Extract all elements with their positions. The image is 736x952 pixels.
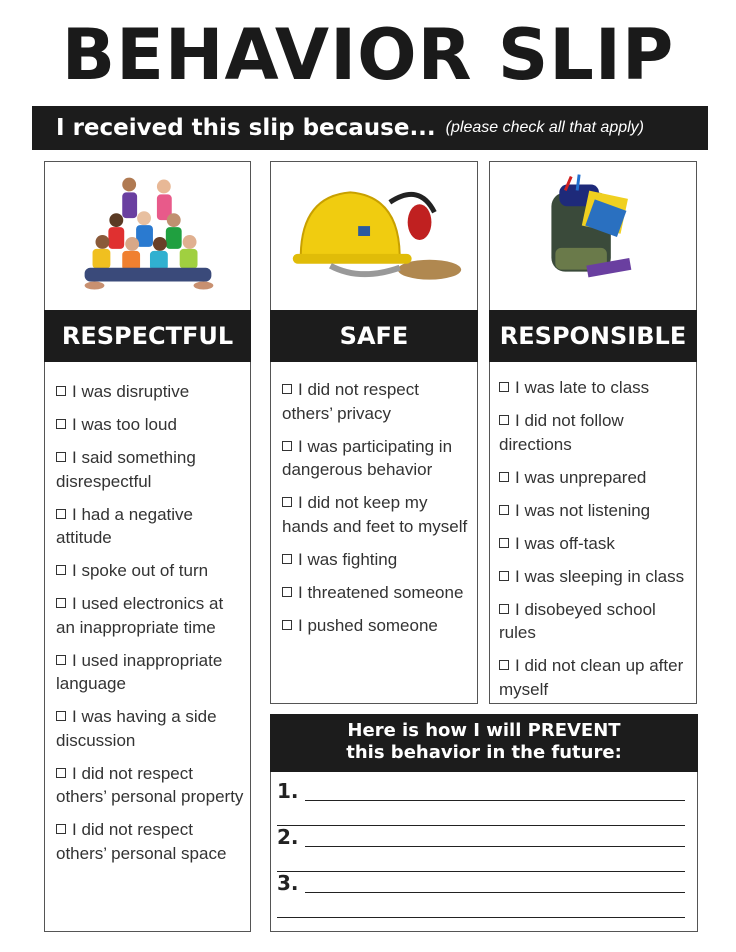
backpack-image xyxy=(490,162,696,310)
checkbox-icon[interactable] xyxy=(282,554,292,564)
subtitle-bar xyxy=(32,106,708,150)
safe-checklist xyxy=(282,378,471,647)
checklist-item[interactable]: I spoke out of turn xyxy=(56,559,244,583)
checkbox-icon[interactable] xyxy=(282,497,292,507)
checkbox-icon[interactable] xyxy=(56,565,66,575)
checklist-item[interactable]: I was disruptive xyxy=(56,380,244,404)
prevent-line-1[interactable] xyxy=(277,777,685,805)
subtitle-note: (please check all that apply) xyxy=(445,119,644,136)
prevent-heading xyxy=(270,714,698,772)
checklist-item[interactable]: I was sleeping in class xyxy=(499,565,690,589)
checkbox-icon[interactable] xyxy=(499,415,509,425)
checkbox-icon[interactable] xyxy=(56,386,66,396)
checkbox-icon[interactable] xyxy=(499,571,509,581)
checkbox-icon[interactable] xyxy=(499,538,509,548)
checklist-item[interactable]: I disobeyed school rules xyxy=(499,599,656,642)
checkbox-icon[interactable] xyxy=(56,598,66,608)
prevent-heading-line1: Here is how I will PREVENT xyxy=(347,720,621,741)
checkbox-icon[interactable] xyxy=(56,768,66,778)
prevent-blank-line[interactable] xyxy=(277,917,685,918)
checklist-item[interactable]: I did not respect others’ personal space xyxy=(56,820,227,863)
checkbox-icon[interactable] xyxy=(56,452,66,462)
checklist-item[interactable]: I used electronics at an inappropriate time xyxy=(56,594,224,637)
safe-heading: SAFE xyxy=(270,310,478,362)
page-title: BEHAVIOR SLIP xyxy=(61,14,675,96)
subtitle-text: I received this slip because... xyxy=(56,115,436,141)
checklist-item[interactable]: I pushed someone xyxy=(282,614,471,638)
checkbox-icon[interactable] xyxy=(499,604,509,614)
checkbox-icon[interactable] xyxy=(56,509,66,519)
checkbox-icon[interactable] xyxy=(282,620,292,630)
hard-hat-image xyxy=(271,162,477,310)
responsible-heading: RESPONSIBLE xyxy=(489,310,697,362)
respectful-column xyxy=(44,161,251,932)
checklist-item[interactable]: I was not listening xyxy=(499,499,690,523)
respectful-checklist xyxy=(56,380,244,875)
children-group-image xyxy=(45,162,250,310)
safe-column xyxy=(270,161,478,704)
checklist-item[interactable]: I did not respect others’ privacy xyxy=(282,380,419,423)
prevent-number: 2. xyxy=(277,825,299,849)
prevent-line-2[interactable] xyxy=(277,823,685,851)
checkbox-icon[interactable] xyxy=(282,441,292,451)
checkbox-icon[interactable] xyxy=(499,472,509,482)
checkbox-icon[interactable] xyxy=(56,711,66,721)
checklist-item[interactable]: I was unprepared xyxy=(499,466,690,490)
checkbox-icon[interactable] xyxy=(499,382,509,392)
prevent-box xyxy=(270,714,698,932)
responsible-column xyxy=(489,161,697,704)
checklist-item[interactable]: I was fighting xyxy=(282,548,471,572)
checklist-item[interactable]: I had a negative attitude xyxy=(56,504,193,547)
checklist-item[interactable]: I used inappropriate language xyxy=(56,650,223,693)
responsible-checklist xyxy=(499,376,690,711)
checkbox-icon[interactable] xyxy=(282,384,292,394)
prevent-number: 3. xyxy=(277,871,299,895)
checklist-item[interactable]: I was participating in dangerous behavior xyxy=(282,436,453,479)
checklist-item[interactable]: I threatened someone xyxy=(282,581,471,605)
checklist-item[interactable]: I said something disrespectful xyxy=(56,448,196,491)
checkbox-icon[interactable] xyxy=(56,824,66,834)
checklist-item[interactable]: I did not respect others’ personal property xyxy=(56,763,244,806)
checkbox-icon[interactable] xyxy=(56,419,66,429)
prevent-line-3[interactable] xyxy=(277,869,685,897)
prevent-heading-line2: this behavior in the future: xyxy=(346,742,622,763)
respectful-heading: RESPECTFUL xyxy=(44,310,251,362)
checklist-item[interactable]: I did not follow directions xyxy=(499,411,624,454)
checkbox-icon[interactable] xyxy=(499,505,509,515)
checkbox-icon[interactable] xyxy=(56,655,66,665)
checklist-item[interactable]: I was having a side discussion xyxy=(56,707,217,750)
checklist-item[interactable]: I was too loud xyxy=(56,413,244,437)
checklist-item[interactable]: I was late to class xyxy=(499,376,690,400)
prevent-number: 1. xyxy=(277,779,299,803)
checkbox-icon[interactable] xyxy=(499,660,509,670)
checkbox-icon[interactable] xyxy=(282,587,292,597)
checklist-item[interactable]: I was off-task xyxy=(499,532,690,556)
checklist-item[interactable]: I did not keep my hands and feet to myself xyxy=(282,493,468,536)
checklist-item[interactable]: I did not clean up after myself xyxy=(499,656,684,699)
